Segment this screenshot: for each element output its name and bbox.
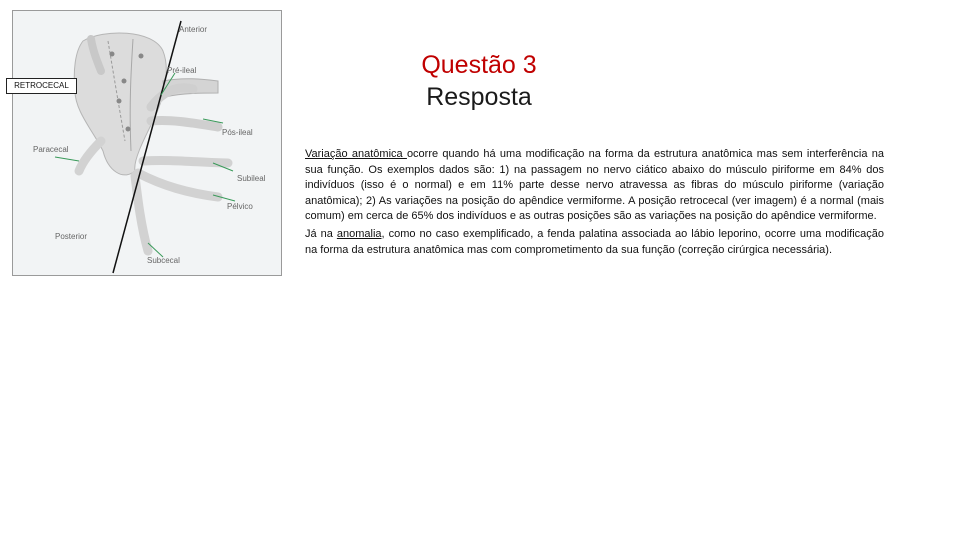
label-pelvico: Pélvico (227, 202, 253, 211)
paragraph-variation (305, 147, 884, 225)
appendix-paracecal (79, 141, 101, 171)
paragraph-anomaly-text: , como no caso exemplificado, a fenda palatina associada ao lábio leporino, ocorre uma modificação na forma da estrutura anatômica mas com comprometimento da sua função (correção cirúrgica necessária). (305, 227, 884, 256)
retrocecal-tag: RETROCECAL (6, 78, 77, 94)
appendix-pelvico (138, 173, 218, 197)
paragraph-variation-text: ocorre quando há uma modificação na forma da estrutura anatômica mas sem interferência na sua função. Os exemplos dados são: 1) na passagem no nervo ciático abaixo do músculo piriforme em 84% dos indivíduos (isso é o normal) e em 11% parte desse nervo atravessa as fibras do músculo piriforme (variação anatômica); 2) As variações na posição do apêndice vermiforme. A posição retrocecal (ver imagem) é a normal (mais comum) em cerca de 65% dos indivíduos e as outras posições são as variações na posição do apêndice vermiforme. (305, 148, 884, 223)
label-posterior: Posterior (55, 232, 88, 241)
label-subcecal: Subcecal (147, 256, 180, 265)
appendix-subcecal (135, 176, 148, 251)
appendix-diagram (13, 11, 283, 277)
label-pos-ileal: Pós-ileal (222, 128, 253, 137)
page-title: Questão 3 (421, 51, 537, 79)
label-pre-ileal: Pré-ileal (167, 66, 197, 75)
label-paracecal: Paracecal (33, 145, 69, 154)
label-anterior: Anterior (179, 25, 208, 34)
appendix-positions-figure (12, 10, 282, 276)
answer-body (305, 147, 884, 258)
page-subtitle: Resposta (426, 83, 532, 111)
appendix-pos-ileal (151, 120, 218, 127)
term-variation: Variação anatômica (305, 148, 407, 160)
label-subileal: Subileal (237, 174, 266, 183)
appendix-subileal (143, 160, 228, 163)
paragraph-anomaly-lead: Já na (305, 227, 337, 240)
term-anomaly: anomalia (336, 227, 382, 240)
paragraph-anomaly (305, 227, 884, 258)
